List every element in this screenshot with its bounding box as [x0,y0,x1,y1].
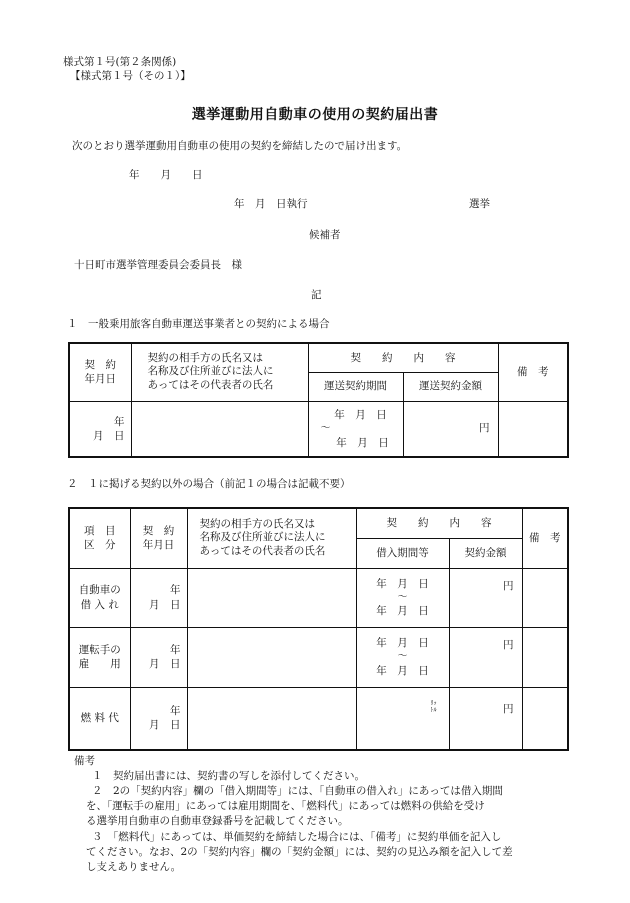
section2-heading: ２ １に掲げる契約以外の場合（前記１の場合は記載不要） [67,478,351,490]
section2-table [68,507,569,751]
note-line: ３ 「燃料代」にあっては、単価契約を締結した場合には、「備考」に契約単価を記入し [92,831,502,843]
s2-row-remarks [522,627,568,687]
s2-row-party [187,687,356,750]
note-line: てください。なお、2の「契約内容」欄の「契約金額」には、契約の見込み額を記入して差 [86,846,513,858]
page-title: 選挙運動用自動車の使用の契約届出書 [191,107,439,123]
s1-row-remarks [498,401,568,457]
section1-table [68,342,569,458]
s2-row-amount: 円 [449,568,522,627]
s2-row-period: 年 月 日 ～ 年 月 日 [356,568,449,627]
notes-heading: 備考 [74,755,95,767]
form-subtitle: 【様式第１号（その１）】 [70,70,191,82]
s1-header-remarks: 備 考 [498,343,568,401]
s2-row-remarks [522,568,568,627]
election-date: 年 月 日執行 [234,198,308,210]
form-number: 様式第１号(第２条関係) [63,56,177,68]
note-line: １ 契約届出書には、契約書の写しを添付してください。 [92,770,365,782]
s2-row-date: 年 月 日 [130,568,187,627]
s1-row-amount: 円 [403,401,498,457]
s2-row-period: 年 月 日 ～ 年 月 日 [356,627,449,687]
note-line: ２ 2の「契約内容」欄の「借入期間等」には、「自動車の借入れ」にあっては借入期間 [92,785,503,797]
s1-row-date: 年 月 日 [69,401,131,457]
s1-row-period: 年 月 日 ～ 年 月 日 [308,401,403,457]
s2-row-remarks [522,687,568,750]
s2-header-contract-date: 契 約 年月日 [130,508,187,568]
liter-unit: ﾘｯ ﾄﾙ [430,699,437,714]
candidate-label: 候補者 [309,229,341,241]
s1-header-contract-date: 契 約 年月日 [69,343,131,401]
s2-header-category: 項 目 区 分 [69,508,130,568]
s2-header-remarks: 備 考 [522,508,568,568]
addressee: 十日町市選挙管理委員会委員長 様 [74,259,242,271]
note-line: を、「運転手の雇用」にあっては雇用期間を、「燃料代」にあっては燃料の供給を受け [86,800,485,812]
section1-heading: １ 一般乗用旅客自動車運送事業者との契約による場合 [67,318,330,330]
s2-row-date: 年 月 日 [130,627,187,687]
s2-row-amount: 円 [449,627,522,687]
s2-header-party: 契約の相手方の氏名又は 名称及び住所並びに法人に あってはその代表者の氏名 [187,508,356,568]
s2-row-amount: 円 [449,687,522,750]
s2-header-amount: 契約金額 [449,538,522,568]
intro-text: 次のとおり選挙運動用自動車の使用の契約を締結したので届け出ます。 [72,140,408,152]
note-line: る選挙用自動車の自動車登録番号を記載してください。 [86,815,349,827]
s1-header-contents: 契 約 内 容 [308,343,498,372]
s2-header-contents: 契 約 内 容 [356,508,522,538]
s2-row-category: 燃 料 代 [69,687,130,750]
ki-label: 記 [311,289,322,301]
s1-header-period: 運送契約期間 [308,372,403,401]
s2-row-party [187,568,356,627]
s2-row-category: 運転手の 雇 用 [69,627,130,687]
s2-row-category: 自動車の 借 入 れ [69,568,130,627]
s1-row-party [131,401,308,457]
s2-row-period [356,687,449,750]
s1-header-amount: 運送契約金額 [403,372,498,401]
s2-row-party [187,627,356,687]
note-line: し支えありません。 [86,861,182,873]
election-name: 選挙 [469,198,490,210]
s2-header-period: 借入期間等 [356,538,449,568]
s2-row-date: 年 月 日 [130,687,187,750]
s1-header-party: 契約の相手方の氏名又は 名称及び住所並びに法人に あってはその代表者の氏名 [131,343,308,401]
submission-date: 年 月 日 [129,169,203,181]
